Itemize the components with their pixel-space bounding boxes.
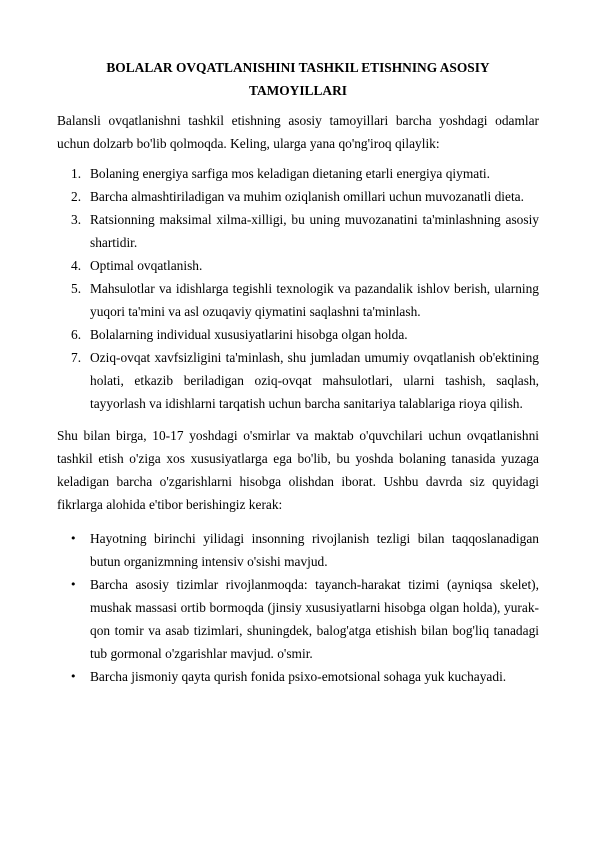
bullet-item bbox=[57, 573, 539, 665]
bullet-item bbox=[57, 665, 539, 688]
item-number: 3. bbox=[71, 212, 82, 227]
item-text: Mahsulotlar va idishlarga tegishli texnologik va pazandalik ishlov berish, ularning yuqori ta'mini va asl ozuqaviy qiymatini saqlashni ta'minlash. bbox=[90, 281, 539, 319]
bullet-text: Hayotning birinchi yilidagi insonning rivojlanish tezligi bilan taqqoslanadigan butun organizmning intensiv o'sishi mavjud. bbox=[90, 531, 539, 569]
item-number: 6. bbox=[71, 327, 82, 342]
item-text: Oziq-ovqat xavfsizligini ta'minlash, shu jumladan umumiy ovqatlanish ob'ektining holati, etkazib beriladigan oziq-ovqat mahsulotlari, ularni tashish, saqlash, tayyorlash va idishlarni tarqatish uchun barcha sanitariya talablariga rioya qilish. bbox=[90, 350, 539, 411]
item-text: Ratsionning maksimal xilma-xilligi, bu uning muvozanatini ta'minlashning asosiy shartidir. bbox=[90, 212, 539, 250]
list-item bbox=[57, 254, 539, 277]
principles-list bbox=[57, 162, 539, 415]
item-number: 4. bbox=[71, 258, 82, 273]
body-paragraph: Shu bilan birga, 10-17 yoshdagi o'smirlar va maktab o'quvchilari uchun ovqatlanishni tashkil etish o'ziga xos xususiyatlarga ega bo'lib, bu yoshda bolaning tanasida yuzaga keladigan barcha o'zgarishlarni hisobga olishdan iborat. Ushbu davrda siz quyidagi fikrlarga alohida e'tibor berishingiz kerak: bbox=[57, 428, 539, 512]
item-number: 7. bbox=[71, 350, 82, 365]
list-item bbox=[57, 277, 539, 323]
item-number: 2. bbox=[71, 189, 82, 204]
list-item bbox=[57, 323, 539, 346]
title-line-2: TAMOYILLARI bbox=[249, 83, 347, 98]
bullet-icon: • bbox=[70, 532, 77, 545]
item-text: Bolalarning individual xususiyatlarini hisobga olgan holda. bbox=[90, 327, 408, 342]
title-line-1: BOLALAR OVQATLANISHINI TASHKIL ETISHNING ASOSIY bbox=[106, 60, 490, 75]
bullet-text: Barcha jismoniy qayta qurish fonida psixo-emotsional sohaga yuk kuchayadi. bbox=[90, 669, 507, 684]
bullet-item bbox=[57, 527, 539, 573]
item-text: Barcha almashtiriladigan va muhim oziqlanish omillari uchun muvozanatli dieta. bbox=[90, 189, 524, 204]
bullet-icon: • bbox=[70, 670, 77, 683]
bullet-text: Barcha asosiy tizimlar rivojlanmoqda: tayanch-harakat tizimi (ayniqsa skelet), mushak massasi ortib bormoqda (jinsiy xususiyatlarni hisobga olgan holda), yurak-qon tomir va asab tizimlari, shuningdek, balog'atga etishish bilan bog'liq tanadagi tub gormonal o'zgarishlar mavjud. o'smir. bbox=[90, 577, 539, 661]
list-item bbox=[57, 185, 539, 208]
list-item bbox=[57, 208, 539, 254]
item-number: 5. bbox=[71, 281, 82, 296]
item-number: 1. bbox=[71, 166, 82, 181]
list-item bbox=[57, 162, 539, 185]
bullet-icon: • bbox=[70, 578, 77, 591]
intro-paragraph: Balansli ovqatlanishni tashkil etishning asosiy tamoyillari barcha yoshdagi odamlar uchun dolzarb bo'lib qolmoqda. Keling, ularga yana qo'ng'iroq qilaylik: bbox=[57, 113, 539, 151]
bullet-list bbox=[57, 527, 539, 688]
item-text: Bolaning energiya sarfiga mos keladigan dietaning etarli energiya qiymati. bbox=[90, 166, 490, 181]
list-item bbox=[57, 346, 539, 415]
document-title bbox=[57, 56, 539, 102]
item-text: Optimal ovqatlanish. bbox=[90, 258, 203, 273]
